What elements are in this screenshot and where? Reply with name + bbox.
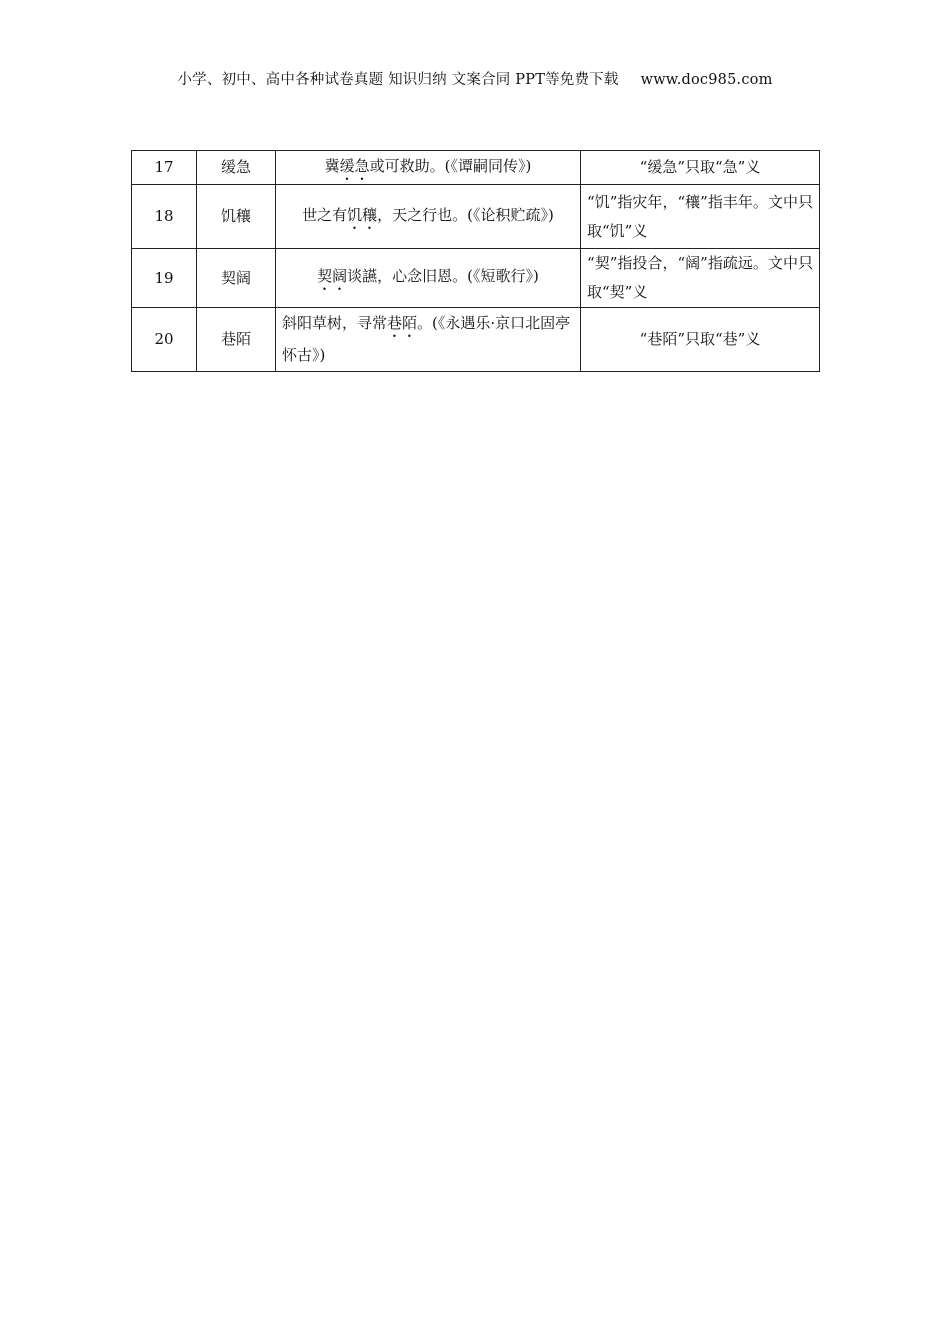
- row-note: “饥”指灾年，“穰”指丰年。文中只取“饥”义: [581, 185, 820, 249]
- sentence-after: 或可救助。(《谭嗣同传》): [369, 156, 532, 175]
- table-row: [132, 185, 820, 249]
- page-header: [0, 68, 950, 89]
- row-sentence: [276, 308, 581, 372]
- row-word: 缓急: [197, 151, 276, 185]
- row-number: 18: [132, 185, 197, 249]
- sentence-after: 谈讌，心念旧恩。(《短歌行》): [347, 267, 539, 285]
- row-word: 巷陌: [197, 308, 276, 372]
- header-site: www.doc985.com: [640, 72, 773, 88]
- row-word: 饥穰: [197, 185, 276, 249]
- row-note: “契”指投合，“阔”指疏远。文中只取“契”义: [581, 249, 820, 308]
- row-number: 20: [132, 308, 197, 372]
- row-note: “巷陌”只取“巷”义: [581, 308, 820, 372]
- sentence-after: 。(《永遇乐·京口北固亭怀古》): [282, 314, 571, 364]
- sentence-marked-word: 饥穰: [347, 205, 378, 224]
- sentence-before: 冀: [324, 156, 340, 175]
- row-word: 契阔: [197, 249, 276, 308]
- header-text: 小学、初中、高中各种试卷真题 知识归纳 文案合同 PPT等免费下载: [177, 72, 619, 88]
- sentence-marked-word: 缓急: [339, 156, 370, 175]
- table-row: [132, 249, 820, 308]
- row-number: 17: [132, 151, 197, 185]
- row-number: 19: [132, 249, 197, 308]
- sentence-before: 斜阳草树，寻常: [282, 314, 388, 332]
- row-sentence: [276, 151, 581, 185]
- table-row: [132, 151, 820, 185]
- vocabulary-table: [131, 150, 820, 372]
- row-sentence: [276, 249, 581, 308]
- sentence-marked-word: 巷陌: [387, 314, 418, 332]
- table-row: [132, 308, 820, 372]
- row-sentence: [276, 185, 581, 249]
- sentence-marked-word: 契阔: [317, 267, 348, 285]
- sentence-after: ，天之行也。(《论积贮疏》): [377, 205, 554, 224]
- row-note: “缓急”只取“急”义: [581, 151, 820, 185]
- sentence-before: 世之有: [302, 205, 348, 224]
